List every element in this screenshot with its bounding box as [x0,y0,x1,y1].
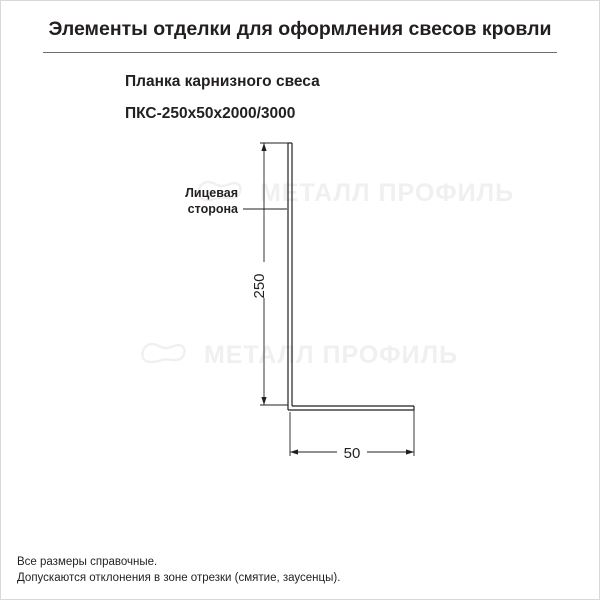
vertical-dimension-label: 250 [251,273,268,299]
product-name: Планка карнизного свеса [125,73,320,90]
face-side-label-line1: Лицевая [185,186,238,200]
footer-notes [17,554,340,586]
footer-note-1: Все размеры справочные. [17,556,158,568]
horizontal-dimension-label: 50 [343,445,361,462]
face-side-label-line2: сторона [187,202,238,216]
product-code: ПКС-250х50х2000/3000 [125,105,296,122]
footer-note-2: Допускаются отклонения в зоне отрезки (смятие, заусенцы). [17,572,341,584]
profile-outline [288,143,414,410]
page-title: Элементы отделки для оформления свесов кровли [48,18,552,40]
watermark-text: МЕТАЛЛ ПРОФИЛЬ [259,179,515,208]
watermark-text: МЕТАЛЛ ПРОФИЛЬ [203,341,459,370]
